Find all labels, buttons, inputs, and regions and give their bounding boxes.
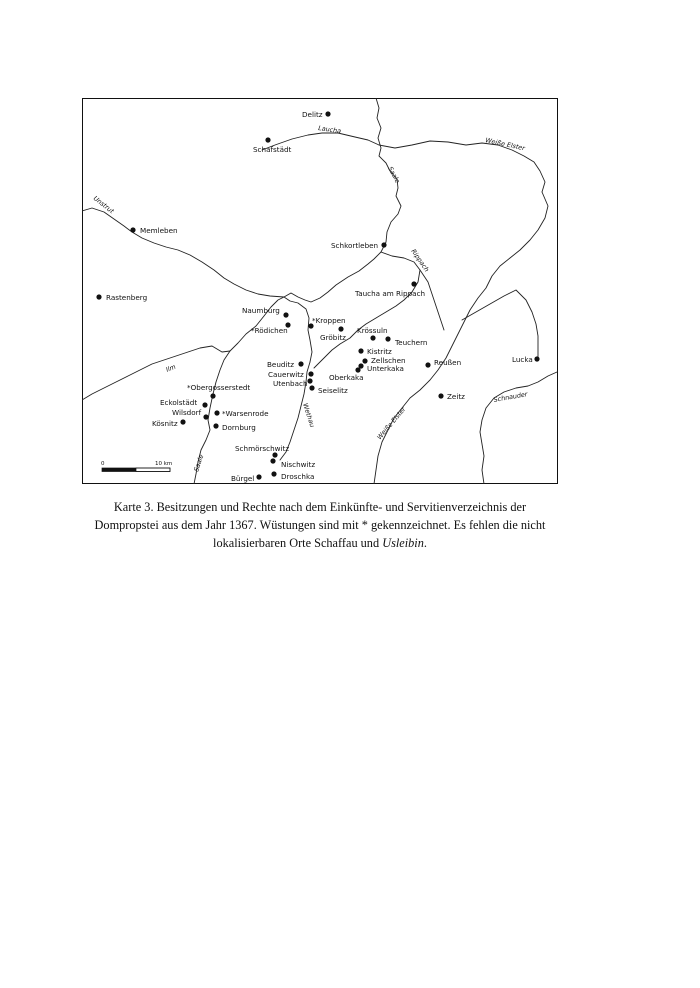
svg-text:Bürgel: Bürgel — [231, 474, 255, 483]
svg-text:Dornburg: Dornburg — [222, 423, 256, 432]
svg-text:Schafstädt: Schafstädt — [253, 145, 292, 154]
svg-text:*Obergosserstedt: *Obergosserstedt — [187, 383, 251, 392]
svg-text:Oberkaka: Oberkaka — [329, 373, 364, 382]
svg-text:Lucka: Lucka — [512, 355, 533, 364]
scale-label-ten: 10 km — [155, 461, 173, 467]
map — [82, 98, 558, 484]
svg-text:Teuchern: Teuchern — [395, 338, 428, 347]
svg-text:Cauerwitz: Cauerwitz — [268, 370, 304, 379]
river-label-laucha: Laucha — [317, 124, 342, 136]
river-label-ilm: Ilm — [164, 362, 177, 374]
caption-main-text: Karte 3. Besitzungen und Rechte nach dem Einkünfte- und Servitienverzeichnis der Dompropstei aus dem Jahr 1367. Wüstungen sind mit * gekennzeichnet. Es fehlen die nicht lokalisierbaren Orte Schaffau und — [94, 500, 546, 550]
svg-text:Schkortleben: Schkortleben — [331, 241, 379, 250]
svg-text:*Rödichen: *Rödichen — [251, 326, 288, 335]
svg-text:Reußen: Reußen — [434, 358, 462, 367]
river-label-unstrut: Unstrut — [91, 194, 116, 216]
map-caption — [82, 498, 558, 552]
caption-end-text: . — [423, 536, 427, 550]
river-label-weisse-elster-south: Weiße Elster — [375, 405, 408, 442]
river-label-saale-south: Saale — [192, 453, 206, 473]
svg-text:Droschka: Droschka — [281, 472, 315, 481]
svg-text:Delitz: Delitz — [302, 110, 323, 119]
svg-text:Unterkaka: Unterkaka — [367, 364, 404, 373]
river-label-rippach: Rippach — [409, 247, 431, 274]
svg-text:*Warsenrode: *Warsenrode — [222, 409, 269, 418]
place-utenbach — [273, 378, 313, 388]
svg-text:Kösnitz: Kösnitz — [152, 419, 178, 428]
svg-text:Nischwitz: Nischwitz — [281, 460, 316, 469]
river-label-weisse-elster-north: Weiße Elster — [484, 136, 526, 153]
svg-text:Zeitz: Zeitz — [447, 392, 465, 401]
scale-label-zero: 0 — [101, 461, 105, 467]
svg-text:Kistritz: Kistritz — [367, 347, 392, 356]
svg-text:Krössuln: Krössuln — [357, 326, 388, 335]
svg-text:Naumburg: Naumburg — [242, 306, 280, 315]
svg-text:*Kroppen: *Kroppen — [312, 316, 346, 325]
svg-text:Gröbitz: Gröbitz — [320, 333, 346, 342]
svg-text:Wilsdorf: Wilsdorf — [172, 408, 202, 417]
svg-text:Rastenberg: Rastenberg — [106, 293, 148, 302]
river-label-saale-north: Saale — [386, 165, 402, 185]
svg-text:Beuditz: Beuditz — [267, 360, 295, 369]
svg-text:Seiselitz: Seiselitz — [318, 386, 348, 395]
river-label-schnauder: Schnauder — [492, 390, 529, 404]
svg-text:Schmörschwitz: Schmörschwitz — [235, 444, 290, 453]
svg-text:Eckolstädt: Eckolstädt — [160, 398, 198, 407]
svg-text:Zellschen: Zellschen — [371, 356, 406, 365]
svg-text:Utenbach: Utenbach — [273, 379, 308, 388]
svg-text:Memleben: Memleben — [140, 226, 178, 235]
place-warsenrode — [214, 409, 269, 418]
caption-italic-text: Usleibin — [382, 536, 424, 550]
svg-text:Taucha am Rippach: Taucha am Rippach — [355, 289, 426, 298]
river-label-wethau: Wethau — [301, 402, 317, 429]
